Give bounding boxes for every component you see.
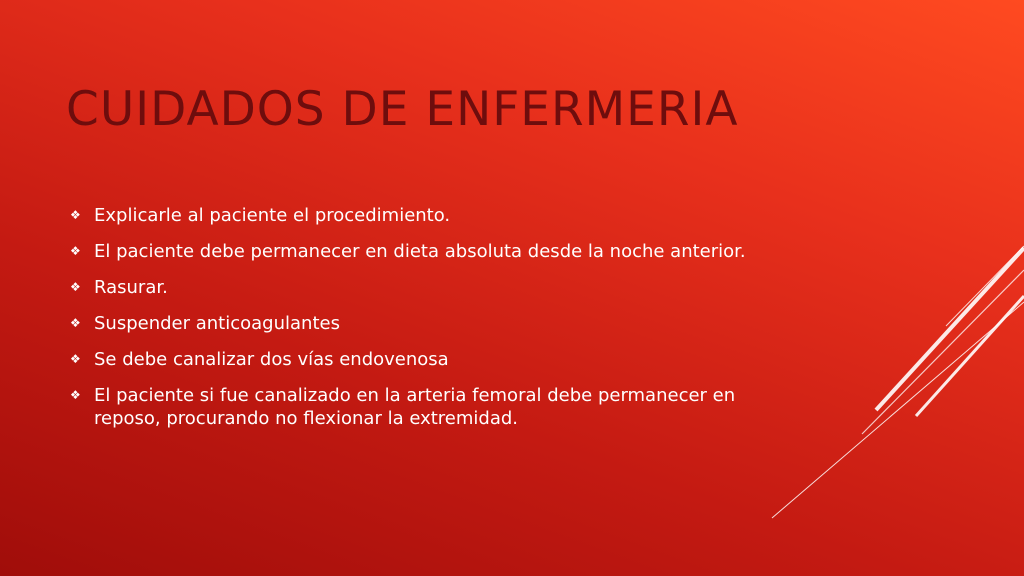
slide-title: CUIDADOS DE ENFERMERIA — [66, 82, 739, 137]
diamond-bullet-icon: ❖ — [70, 244, 81, 258]
decorative-line — [946, 246, 1024, 326]
bullet-item — [66, 204, 766, 227]
bullet-item — [66, 312, 766, 335]
bullet-list — [66, 204, 766, 443]
bullet-text: Suspender anticoagulantes — [94, 313, 340, 334]
bullet-text: Rasurar. — [94, 277, 168, 298]
bullet-item — [66, 276, 766, 299]
bullet-text: Se debe canalizar dos vías endovenosa — [94, 349, 449, 370]
diamond-bullet-icon: ❖ — [70, 316, 81, 330]
bullet-item — [66, 348, 766, 371]
decorative-line — [772, 302, 1024, 518]
decorative-line — [876, 248, 1024, 410]
bullet-text: Explicarle al paciente el procedimiento. — [94, 205, 451, 226]
decorative-line — [862, 270, 1024, 434]
diamond-bullet-icon: ❖ — [70, 352, 81, 366]
diamond-bullet-icon: ❖ — [70, 208, 81, 222]
bullet-item — [66, 384, 766, 430]
decorative-line — [916, 296, 1024, 416]
bullet-item — [66, 240, 766, 263]
diamond-bullet-icon: ❖ — [70, 280, 81, 294]
bullet-text: El paciente debe permanecer en dieta absoluta desde la noche anterior. — [94, 241, 746, 262]
diamond-bullet-icon: ❖ — [70, 388, 81, 402]
bullet-text: El paciente si fue canalizado en la arteria femoral debe permanecer en reposo, procurando no flexionar la extremidad. — [94, 385, 736, 429]
